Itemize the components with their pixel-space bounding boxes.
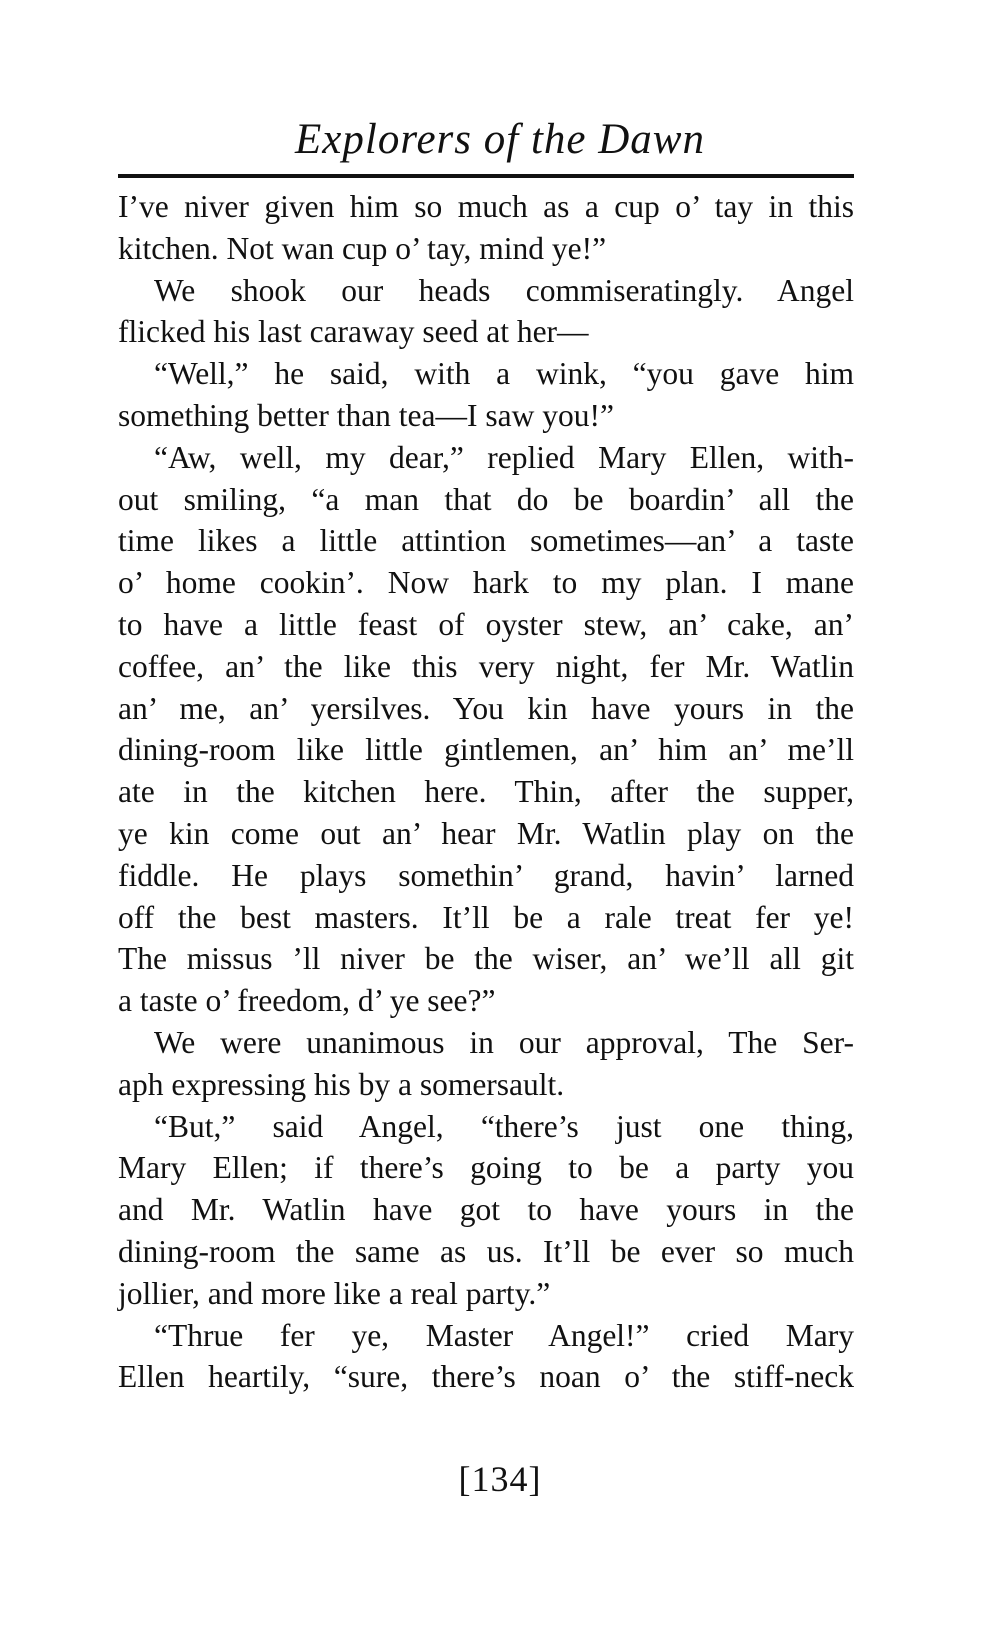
text-line: to have a little feast of oyster stew, an’ cake, an’: [118, 606, 854, 642]
text-line: out smiling, “a man that do be boardin’ all the: [118, 481, 854, 517]
text-line: time likes a little attintion sometimes—an’ a taste: [118, 523, 854, 559]
text-line: Mary Ellen; if there’s going to be a party you: [118, 1150, 854, 1186]
text-line: an’ me, an’ yersilves. You kin have yours in the: [118, 690, 854, 726]
text-line: dining-room the same as us. It’ll be ever so much: [118, 1233, 854, 1269]
text-line: “Well,” he said, with a wink, “you gave him: [154, 356, 854, 392]
text-line: jollier, and more like a real party.”: [118, 1275, 551, 1311]
text-line: Ellen heartily, “sure, there’s noan o’ the stiff-neck: [118, 1359, 854, 1395]
text-line: something better than tea—I saw you!”: [118, 397, 614, 433]
text-line: ye kin come out an’ hear Mr. Watlin play on the: [118, 815, 854, 851]
text-line: The missus ’ll niver be the wiser, an’ we’ll all git: [118, 941, 854, 977]
text-line: off the best masters. It’ll be a rale treat fer ye!: [118, 899, 854, 935]
text-line: kitchen. Not wan cup o’ tay, mind ye!”: [118, 230, 607, 266]
text-line: We were unanimous in our approval, The Ser-: [154, 1024, 854, 1060]
text-line: “But,” said Angel, “there’s just one thing,: [154, 1108, 854, 1144]
text-line: “Aw, well, my dear,” replied Mary Ellen, with-: [154, 439, 854, 475]
text-line: and Mr. Watlin have got to have yours in the: [118, 1192, 854, 1228]
text-line: coffee, an’ the like this very night, fer Mr. Watlin: [118, 648, 854, 684]
body-text: [118, 186, 854, 1398]
text-line: dining-room like little gintlemen, an’ him an’ me’ll: [118, 732, 854, 768]
text-line: ate in the kitchen here. Thin, after the supper,: [118, 774, 854, 810]
text-line: fiddle. He plays somethin’ grand, havin’ larned: [118, 857, 854, 893]
page-number: [134]: [458, 1459, 542, 1499]
text-line: a taste o’ freedom, d’ ye see?”: [118, 983, 496, 1019]
running-head: Explorers of the Dawn: [295, 116, 705, 163]
text-line: o’ home cookin’. Now hark to my plan. I mane: [118, 565, 854, 601]
text-line: We shook our heads commiseratingly. Angel: [154, 272, 854, 308]
text-line: flicked his last caraway seed at her—: [118, 314, 589, 350]
header-rule: [118, 174, 854, 178]
text-line: aph expressing his by a somersault.: [118, 1066, 565, 1102]
text-line: I’ve niver given him so much as a cup o’ tay in this: [118, 189, 854, 224]
text-line: “Thrue fer ye, Master Angel!” cried Mary: [154, 1317, 854, 1353]
